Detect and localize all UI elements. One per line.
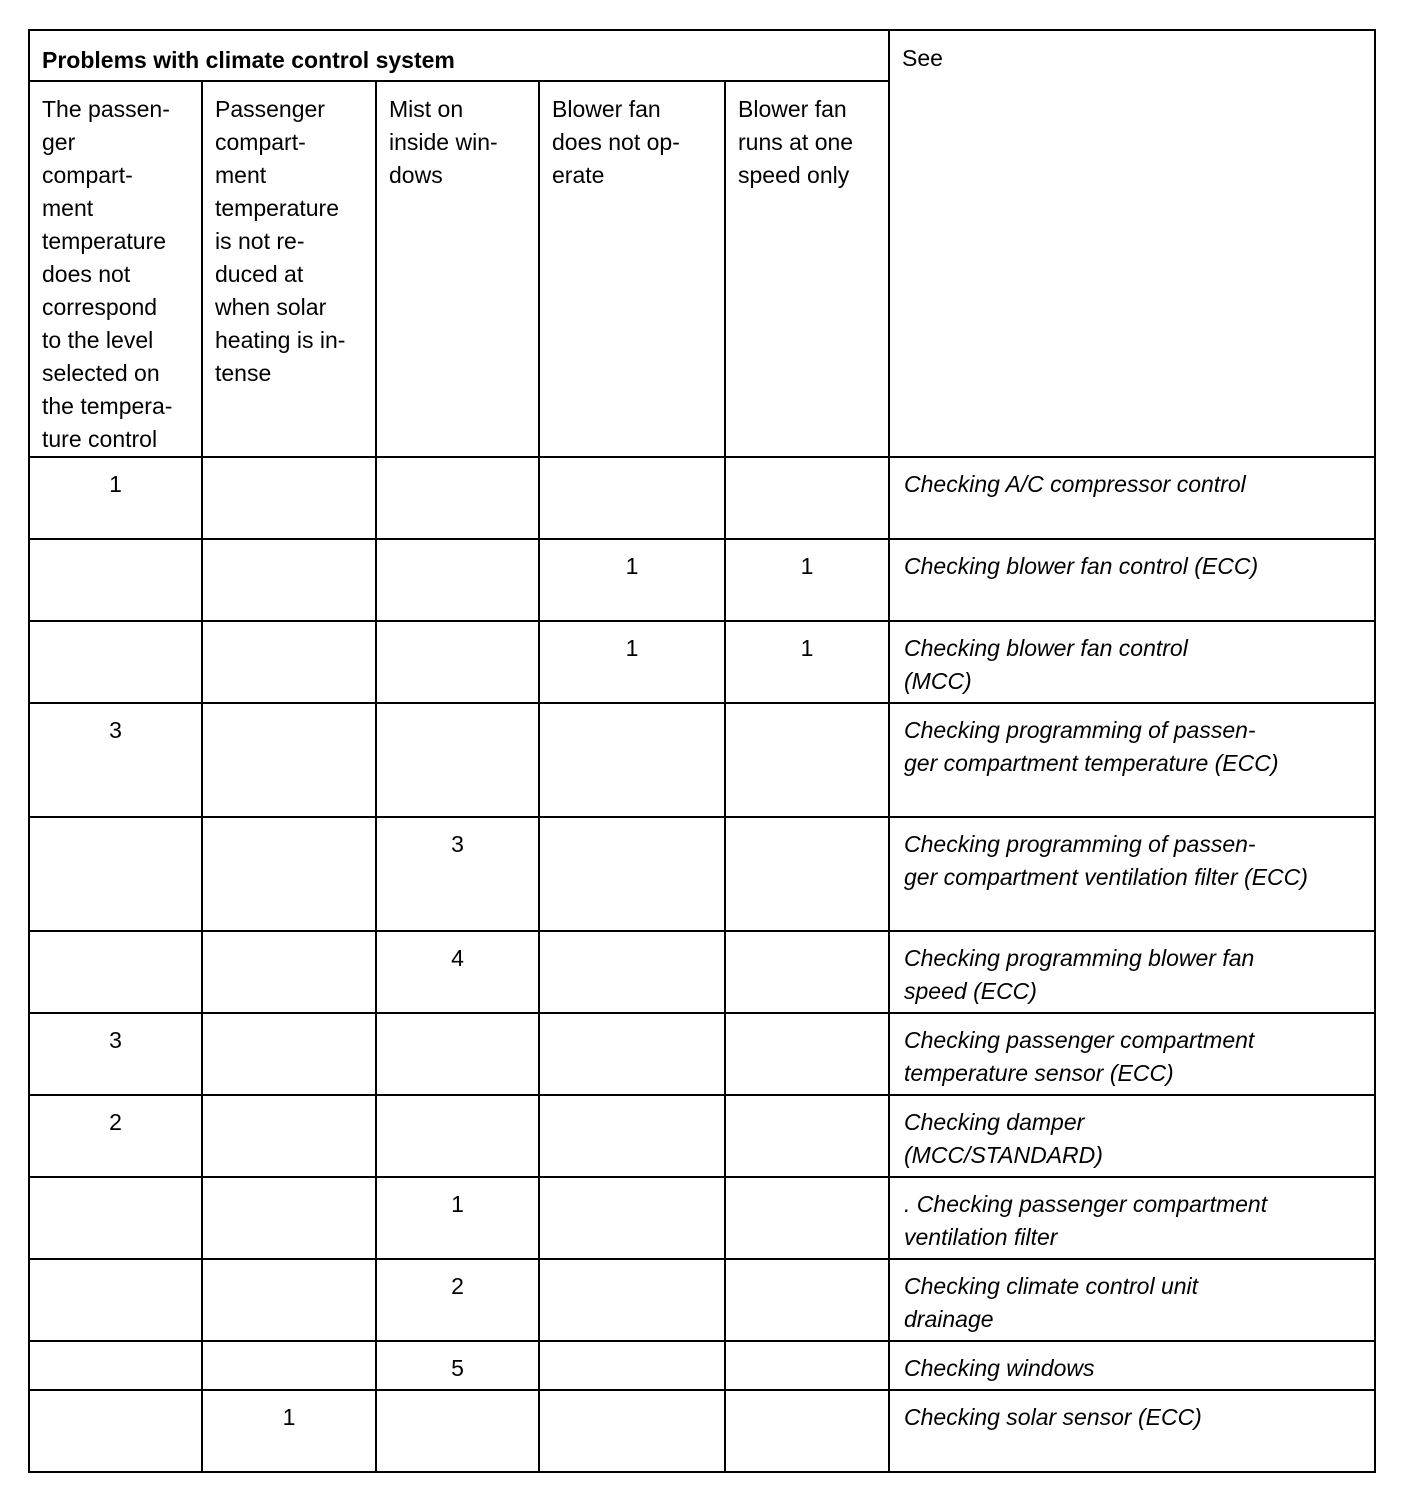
cell-blower-not-operate [539, 1259, 725, 1341]
cell-mist-windows: 1 [376, 1177, 539, 1259]
table-row [29, 1177, 1375, 1259]
cell-solar-heating [202, 457, 376, 539]
cell-blower-not-operate: 1 [539, 621, 725, 703]
cell-mist-windows [376, 621, 539, 703]
climate-control-troubleshooting-table [28, 29, 1376, 1473]
cell-blower-one-speed [725, 1259, 889, 1341]
cell-blower-one-speed [725, 1177, 889, 1259]
table-row [29, 817, 1375, 931]
cell-blower-not-operate [539, 457, 725, 539]
cell-blower-one-speed: 1 [725, 539, 889, 621]
column-header-mist-windows: Mist on inside win- dows [376, 81, 539, 457]
cell-solar-heating [202, 1341, 376, 1390]
cell-blower-not-operate [539, 1177, 725, 1259]
cell-blower-one-speed [725, 703, 889, 817]
cell-mist-windows [376, 1013, 539, 1095]
cell-temperature-mismatch [29, 817, 202, 931]
header-title-row [29, 30, 1375, 81]
cell-temperature-mismatch: 1 [29, 457, 202, 539]
cell-mist-windows [376, 1390, 539, 1472]
cell-see-reference: Checking windows [889, 1341, 1375, 1390]
cell-see-reference: Checking programming of passen- ger compartment ventilation filter (ECC) [889, 817, 1375, 931]
column-header-solar-heating: Passenger compart- ment temperature is not re- duced at when solar heating is in- tense [202, 81, 376, 457]
table-row [29, 931, 1375, 1013]
cell-blower-not-operate: 1 [539, 539, 725, 621]
table-row [29, 1341, 1375, 1390]
table-row [29, 703, 1375, 817]
column-header-blower-not-operate: Blower fan does not op- erate [539, 81, 725, 457]
cell-blower-not-operate [539, 703, 725, 817]
cell-blower-one-speed: 1 [725, 621, 889, 703]
cell-temperature-mismatch [29, 931, 202, 1013]
see-column-header: See [889, 30, 1375, 457]
cell-temperature-mismatch [29, 1259, 202, 1341]
cell-see-reference: Checking climate control unit drainage [889, 1259, 1375, 1341]
cell-solar-heating [202, 1013, 376, 1095]
cell-mist-windows: 3 [376, 817, 539, 931]
cell-solar-heating [202, 1259, 376, 1341]
cell-see-reference: . Checking passenger compartment ventilation filter [889, 1177, 1375, 1259]
cell-solar-heating [202, 703, 376, 817]
cell-blower-one-speed [725, 457, 889, 539]
cell-mist-windows: 4 [376, 931, 539, 1013]
cell-see-reference: Checking solar sensor (ECC) [889, 1390, 1375, 1472]
cell-mist-windows: 2 [376, 1259, 539, 1341]
cell-blower-not-operate [539, 1390, 725, 1472]
table-row [29, 1259, 1375, 1341]
table-row [29, 1390, 1375, 1472]
cell-blower-one-speed [725, 1390, 889, 1472]
cell-temperature-mismatch [29, 1390, 202, 1472]
cell-mist-windows [376, 703, 539, 817]
table-row [29, 1095, 1375, 1177]
cell-solar-heating: 1 [202, 1390, 376, 1472]
table-row [29, 457, 1375, 539]
cell-blower-one-speed [725, 1095, 889, 1177]
cell-see-reference: Checking blower fan control (MCC) [889, 621, 1375, 703]
table-row [29, 621, 1375, 703]
cell-mist-windows [376, 539, 539, 621]
cell-see-reference: Checking programming of passen- ger compartment temperature (ECC) [889, 703, 1375, 817]
cell-solar-heating [202, 1095, 376, 1177]
table-row [29, 539, 1375, 621]
cell-solar-heating [202, 817, 376, 931]
cell-blower-not-operate [539, 1013, 725, 1095]
cell-mist-windows: 5 [376, 1341, 539, 1390]
cell-blower-one-speed [725, 817, 889, 931]
cell-blower-not-operate [539, 1095, 725, 1177]
cell-temperature-mismatch [29, 1177, 202, 1259]
cell-temperature-mismatch [29, 539, 202, 621]
cell-temperature-mismatch [29, 1341, 202, 1390]
cell-mist-windows [376, 457, 539, 539]
cell-see-reference: Checking blower fan control (ECC) [889, 539, 1375, 621]
cell-blower-not-operate [539, 931, 725, 1013]
cell-temperature-mismatch: 2 [29, 1095, 202, 1177]
cell-blower-one-speed [725, 1013, 889, 1095]
cell-solar-heating [202, 539, 376, 621]
cell-blower-one-speed [725, 1341, 889, 1390]
cell-temperature-mismatch: 3 [29, 703, 202, 817]
table-row [29, 1013, 1375, 1095]
cell-see-reference: Checking passenger compartment temperature sensor (ECC) [889, 1013, 1375, 1095]
cell-temperature-mismatch: 3 [29, 1013, 202, 1095]
cell-see-reference: Checking programming blower fan speed (ECC) [889, 931, 1375, 1013]
cell-blower-one-speed [725, 931, 889, 1013]
table-title: Problems with climate control system [29, 30, 889, 81]
cell-blower-not-operate [539, 817, 725, 931]
column-header-temperature-mismatch: The passen- ger compart- ment temperature does not correspond to the level selected on the tempera- ture control [29, 81, 202, 457]
cell-solar-heating [202, 621, 376, 703]
cell-solar-heating [202, 1177, 376, 1259]
cell-temperature-mismatch [29, 621, 202, 703]
cell-see-reference: Checking A/C compressor control [889, 457, 1375, 539]
cell-blower-not-operate [539, 1341, 725, 1390]
column-header-blower-one-speed: Blower fan runs at one speed only [725, 81, 889, 457]
cell-mist-windows [376, 1095, 539, 1177]
cell-solar-heating [202, 931, 376, 1013]
cell-see-reference: Checking damper (MCC/STANDARD) [889, 1095, 1375, 1177]
